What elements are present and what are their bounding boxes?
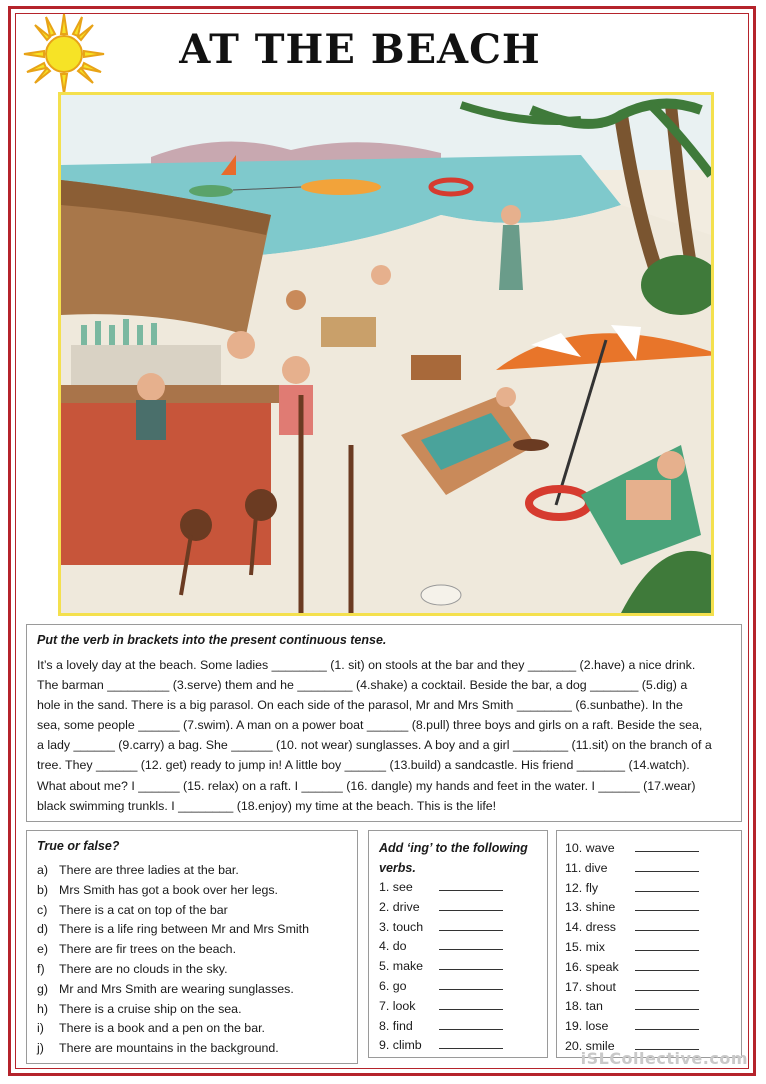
answer-blank <box>635 879 699 892</box>
list-item <box>379 878 541 898</box>
true-false-list <box>37 861 349 1059</box>
list-item <box>565 978 735 998</box>
verb-label: 17. shout <box>565 979 616 994</box>
item-letter: j) <box>37 1041 44 1056</box>
list-item <box>565 958 735 978</box>
verb-label: 3. touch <box>379 919 424 934</box>
item-text: There are no clouds in the sky. <box>59 961 228 976</box>
ing-list-1 <box>379 878 541 1056</box>
item-text: There is a life ring between Mr and Mrs Smith <box>59 922 309 937</box>
list-item <box>37 920 349 940</box>
exercise-paragraph <box>37 655 733 816</box>
answer-blank <box>439 997 503 1010</box>
verb-label: 12. fly <box>565 880 599 895</box>
list-item <box>379 1017 541 1037</box>
paragraph-line: hole in the sand. There is a big parasol. On each side of the parasol, Mr and Mrs Smith ________ (6.sunbathe). In the <box>37 698 683 713</box>
list-item <box>379 898 541 918</box>
answer-blank <box>635 958 699 971</box>
paragraph-line: a lady ______ (9.carry) a bag. She ______ (10. not wear) sunglasses. A boy and a girl ________ (11.sit) on the branch of a <box>37 738 712 753</box>
sun-icon <box>22 12 106 96</box>
paragraph-line: It’s a lovely day at the beach. Some ladies ________ (1. sit) on stools at the bar and they _______ (2.have) a nice drink. <box>37 658 696 672</box>
beach-scene-image <box>61 95 711 613</box>
paragraph-line: tree. They ______ (12. get) ready to jump in! A little boy ______ (13.build) a sandcastle. His friend _______ (14.watch). <box>37 758 690 773</box>
item-letter: i) <box>37 1021 44 1036</box>
item-letter: h) <box>37 1001 49 1016</box>
verb-label: 4. do <box>379 939 407 954</box>
answer-blank <box>439 977 503 990</box>
add-ing-heading-line1: Add ‘ing’ to the following <box>379 841 528 855</box>
answer-blank <box>635 997 699 1010</box>
list-item <box>37 861 349 881</box>
list-item <box>565 879 735 899</box>
answer-blank <box>635 938 699 951</box>
item-text: Mrs Smith has got a book over her legs. <box>59 882 279 897</box>
add-ing-exercise-col1 <box>368 830 548 1058</box>
item-text: There is a cat on top of the bar <box>59 902 228 917</box>
list-item <box>565 839 735 859</box>
page-title: AT THE BEACH <box>179 26 541 73</box>
list-item <box>565 859 735 879</box>
ing-list-2 <box>565 839 735 1057</box>
verb-label: 8. find <box>379 1018 413 1033</box>
item-text: Mr and Mrs Smith are wearing sunglasses. <box>59 981 294 996</box>
list-item <box>37 881 349 901</box>
list-item <box>379 957 541 977</box>
verb-label: 10. wave <box>565 841 615 855</box>
answer-blank <box>635 839 699 852</box>
add-ing-exercise-col2 <box>556 830 742 1058</box>
list-item <box>37 1039 349 1059</box>
verb-label: 5. make <box>379 959 424 974</box>
list-item <box>565 898 735 918</box>
list-item <box>37 960 349 980</box>
item-letter: c) <box>37 902 48 917</box>
item-letter: f) <box>37 961 45 976</box>
list-item <box>379 937 541 957</box>
item-letter: g) <box>37 981 49 996</box>
answer-blank <box>439 937 503 950</box>
true-false-exercise <box>26 830 358 1064</box>
answer-blank <box>635 978 699 991</box>
present-continuous-exercise <box>26 624 742 822</box>
list-item <box>565 997 735 1017</box>
exercise-instruction: Put the verb in brackets into the present continuous tense. <box>37 633 387 647</box>
answer-blank <box>439 1036 503 1049</box>
verb-label: 13. shine <box>565 900 616 915</box>
paragraph-line: The barman _________ (3.serve) them and he ________ (4.shake) a cocktail. Beside the bar, a dog _______ (5.dig) a <box>37 678 688 693</box>
list-item <box>37 980 349 1000</box>
verb-label: 14. dress <box>565 920 616 935</box>
list-item <box>379 1036 541 1056</box>
verb-label: 7. look <box>379 998 416 1013</box>
verb-label: 15. mix <box>565 939 605 954</box>
list-item <box>379 997 541 1017</box>
list-item <box>37 940 349 960</box>
list-item <box>37 1019 349 1039</box>
true-false-heading: True or false? <box>37 839 120 853</box>
list-item <box>379 918 541 938</box>
answer-blank <box>635 918 699 931</box>
list-item <box>379 977 541 997</box>
answer-blank <box>439 898 503 911</box>
item-letter: a) <box>37 863 49 877</box>
list-item <box>565 918 735 938</box>
verb-label: 18. tan <box>565 999 603 1014</box>
item-text: There is a cruise ship on the sea. <box>59 1001 242 1016</box>
item-letter: d) <box>37 922 49 937</box>
answer-blank <box>439 957 503 970</box>
paragraph-line: sea, some people ______ (7.swim). A man on a power boat ______ (8.pull) three boys and girls on a raft. Beside the sea, <box>37 718 703 733</box>
answer-blank <box>635 1017 699 1030</box>
answer-blank <box>439 918 503 931</box>
list-item <box>565 938 735 958</box>
beach-illustration <box>58 92 714 616</box>
answer-blank <box>439 1017 503 1030</box>
verb-label: 11. dive <box>565 860 608 875</box>
verb-label: 9. climb <box>379 1038 422 1053</box>
verb-label: 1. see <box>379 880 413 894</box>
verb-label: 20. smile <box>565 1038 615 1053</box>
list-item <box>565 1017 735 1037</box>
item-letter: b) <box>37 882 49 897</box>
item-text: There are three ladies at the bar. <box>59 863 239 877</box>
answer-blank <box>635 898 699 911</box>
paragraph-line: What about me? I ______ (15. relax) on a raft. I ______ (16. dangle) my hands and feet in the water. I ______ (17.wear) <box>37 778 696 793</box>
verb-label: 16. speak <box>565 959 619 974</box>
answer-blank <box>635 859 699 872</box>
item-letter: e) <box>37 942 49 957</box>
watermark: iSLCollective.com <box>580 1049 748 1068</box>
paragraph-line: black swimming trunkls. I ________ (18.enjoy) my time at the beach. This is the life! <box>37 798 497 813</box>
item-text: There are mountains in the background. <box>59 1041 279 1056</box>
list-item <box>37 1000 349 1020</box>
item-text: There is a book and a pen on the bar. <box>59 1021 265 1036</box>
list-item <box>37 901 349 921</box>
item-text: There are fir trees on the beach. <box>59 942 237 957</box>
answer-blank <box>439 878 503 891</box>
verb-label: 19. lose <box>565 1019 609 1034</box>
add-ing-heading-line2: verbs. <box>379 860 416 875</box>
verb-label: 2. drive <box>379 899 420 914</box>
verb-label: 6. go <box>379 978 407 993</box>
